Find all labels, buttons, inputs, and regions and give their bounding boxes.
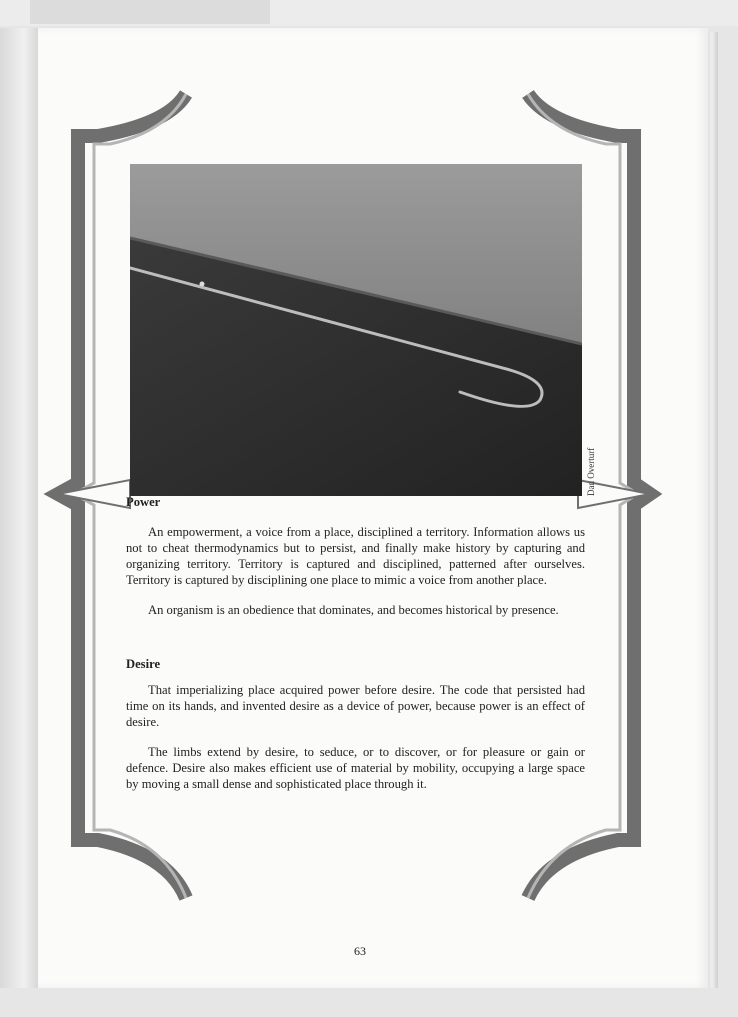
paragraph: An empowerment, a voice from a place, disciplined a territory. Information allows us not to cheat thermodynamics but to persist, and finally make history by capturing and organizing territory. Territory is captured and disciplined, patterned after ourselves. Territory is captured by disciplining one place to mimic a voice from another place. <box>126 525 585 587</box>
paragraph: The limbs extend by desire, to seduce, or to discover, or for pleasure or gain or defence. Desire also makes efficient use of material by mobility, occupying a large space by moving a small dense and sophisticated place through it. <box>126 745 585 791</box>
scan-top-edge <box>0 0 738 26</box>
page-number: 63 <box>354 944 366 958</box>
section-heading-desire: Desire <box>126 657 161 671</box>
facing-page-edge <box>0 28 40 988</box>
photo-credit: Dan Overturf <box>586 447 596 496</box>
text-body <box>126 494 585 792</box>
scan-artifact <box>30 0 270 24</box>
paragraph: That imperializing place acquired power before desire. The code that persisted had time on its hands, and invented desire as a device of power, because power is an effect of desire. <box>126 683 585 729</box>
hook-photograph <box>130 164 582 496</box>
paragraph: An organism is an obedience that dominates, and becomes historical by presence. <box>148 603 559 617</box>
section-heading-power: Power <box>126 495 161 509</box>
